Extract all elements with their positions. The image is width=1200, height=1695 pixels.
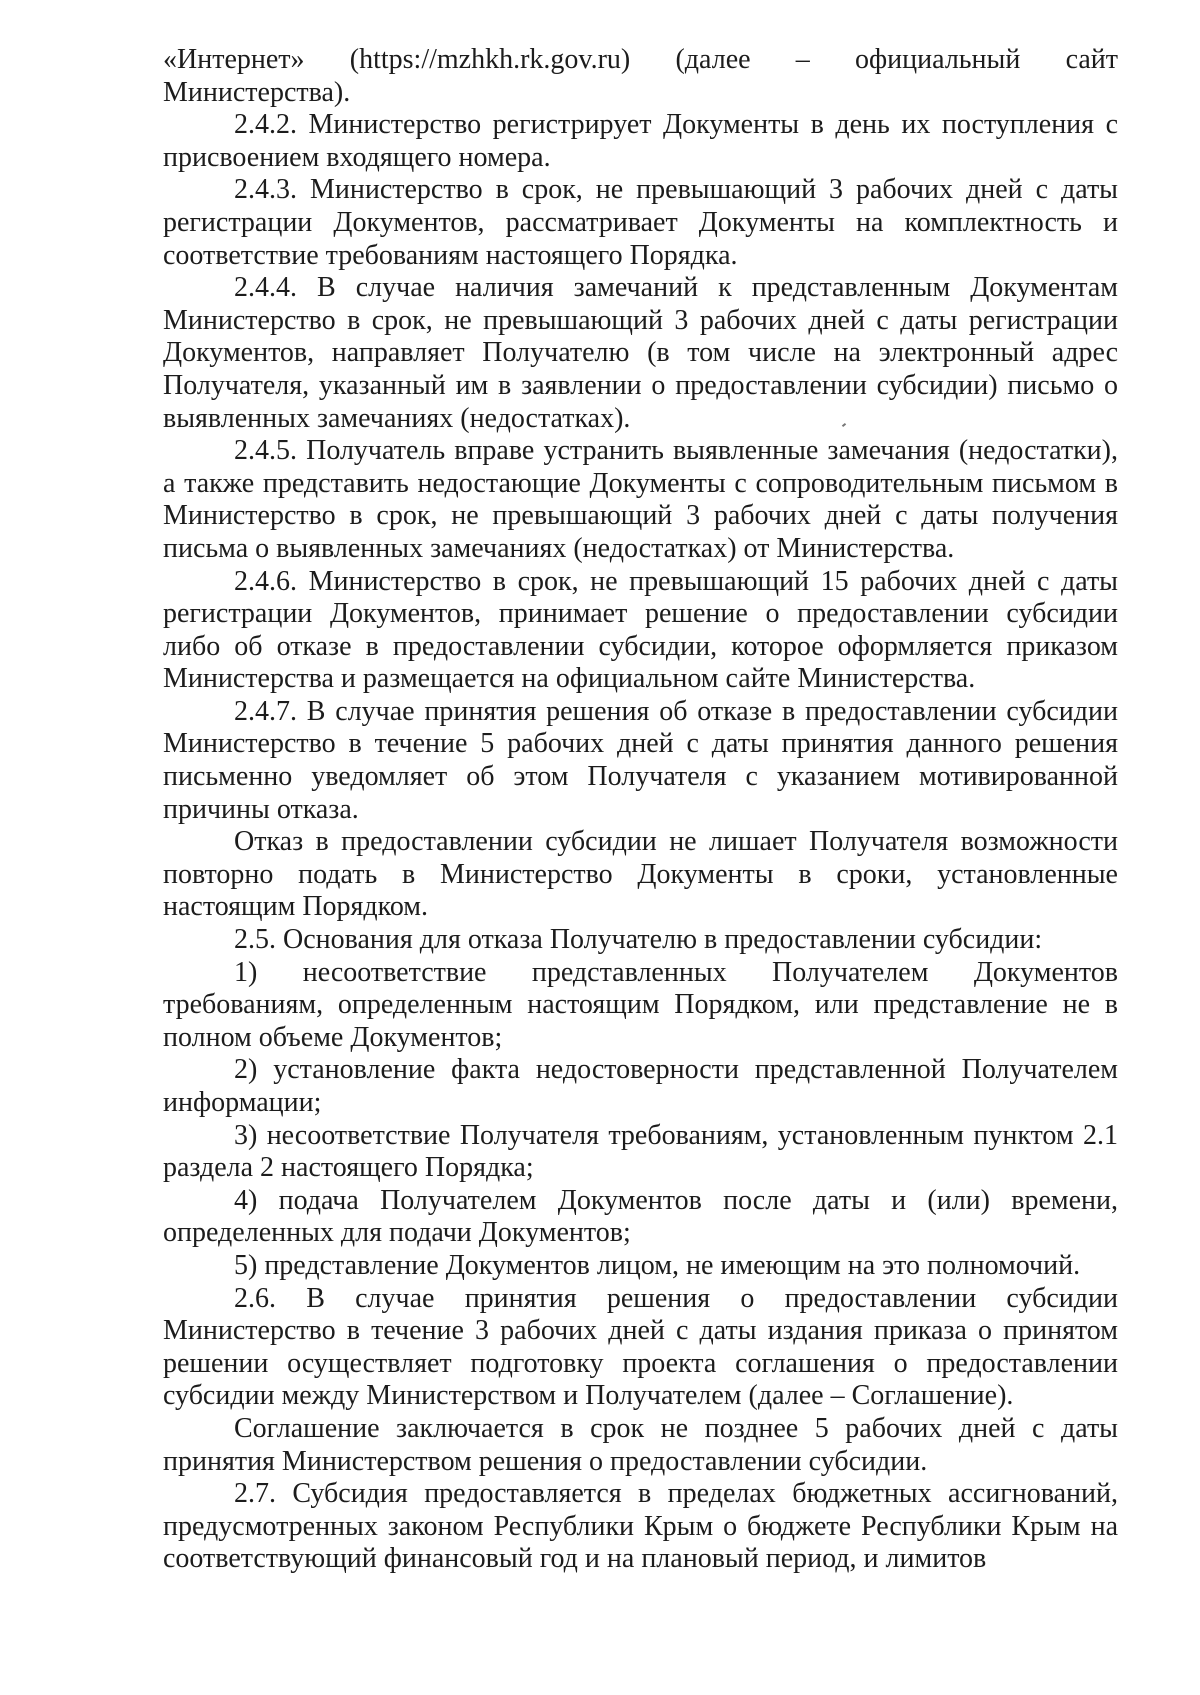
document-page [163,44,1118,1576]
paragraph-agreement: Соглашение заключается в срок не позднее 5 рабочих дней с даты принятия Министерством решения о предоставлении субсидии. [163,1412,1118,1477]
paragraph-intro: «Интернет» (https://mzhkh.rk.gov.ru) (далее – официальный сайт Министерства). [163,44,1118,108]
list-item-5: 5) представление Документов лицом, не имеющим на это полномочий. [234,1249,1081,1281]
list-item-3: 3) несоответствие Получателя требованиям, установленным пунктом 2.1 раздела 2 настоящего Порядка; [163,1119,1118,1184]
paragraph-2-6: 2.6. В случае принятия решения о предоставлении субсидии Министерство в течение 3 рабочих дней с даты издания приказа о принятом решении осуществляет подготовку проекта соглашения о предоставлении субсидии между Министерством и Получателем (далее – Соглашение). [163,1282,1118,1412]
paragraph-2-4-2: 2.4.2. Министерство регистрирует Документы в день их поступления с присвоением входящего номера. [163,109,1118,173]
paragraph-2-4-7: 2.4.7. В случае принятия решения об отказе в предоставлении субсидии Министерство в течение 5 рабочих дней с даты принятия данного решения письменно уведомляет об этом Получателя с указанием мотивированной причины отказа. [163,695,1118,825]
paragraph-2-4-4: 2.4.4. В случае наличия замечаний к представленным Документам Министерство в срок, не превышающий 3 рабочих дней с даты регистрации Документов, направляет Получателю (в том числе на электронный адрес Получателя, указанный им в заявлении о предоставлении субсидии) письмо о выявленных замечаниях (недостатках). [163,272,1118,434]
paragraph-2-7: 2.7. Субсидия предоставляется в пределах бюджетных ассигнований, предусмотренных законом Республики Крым о бюджете Республики Крым на соответствующий финансовый год и на плановый период, и лимитов [163,1478,1118,1575]
paragraph-2-4-6: 2.4.6. Министерство в срок, не превышающий 15 рабочих дней с даты регистрации Документов, принимает решение о предоставлении субсидии либо об отказе в предоставлении субсидии, которое оформляется приказом Министерства и размещается на официальном сайте Министерства. [163,565,1118,695]
paragraph-2-5: 2.5. Основания для отказа Получателю в предоставлении субсидии: [234,924,1043,956]
list-item-2: 2) установление факта недостоверности представленной Получателем информации; [163,1054,1118,1118]
paragraph-refusal-note: Отказ в предоставлении субсидии не лишает Получателя возможности повторно подать в Министерство Документы в сроки, установленные настоящим Порядком. [163,826,1118,923]
list-item-4: 4) подача Получателем Документов после даты и (или) времени, определенных для подачи Документов; [163,1184,1118,1249]
paragraph-2-4-3: 2.4.3. Министерство в срок, не превышающий 3 рабочих дней с даты регистрации Документов, рассматривает Документы на комплектность и соответствие требованиям настоящего Порядка. [163,174,1118,271]
paragraph-2-4-5: 2.4.5. Получатель вправе устранить выявленные замечания (недостатки), а также представить недостающие Документы с сопроводительным письмом в Министерство в срок, не превышающий 3 рабочих дней с даты получения письма о выявленных замечаниях (недостатках) от Министерства. [163,435,1118,564]
list-item-1: 1) несоответствие представленных Получателем Документов требованиям, определенным настоящим Порядком, или представление не в полном объеме Документов; [163,956,1118,1053]
